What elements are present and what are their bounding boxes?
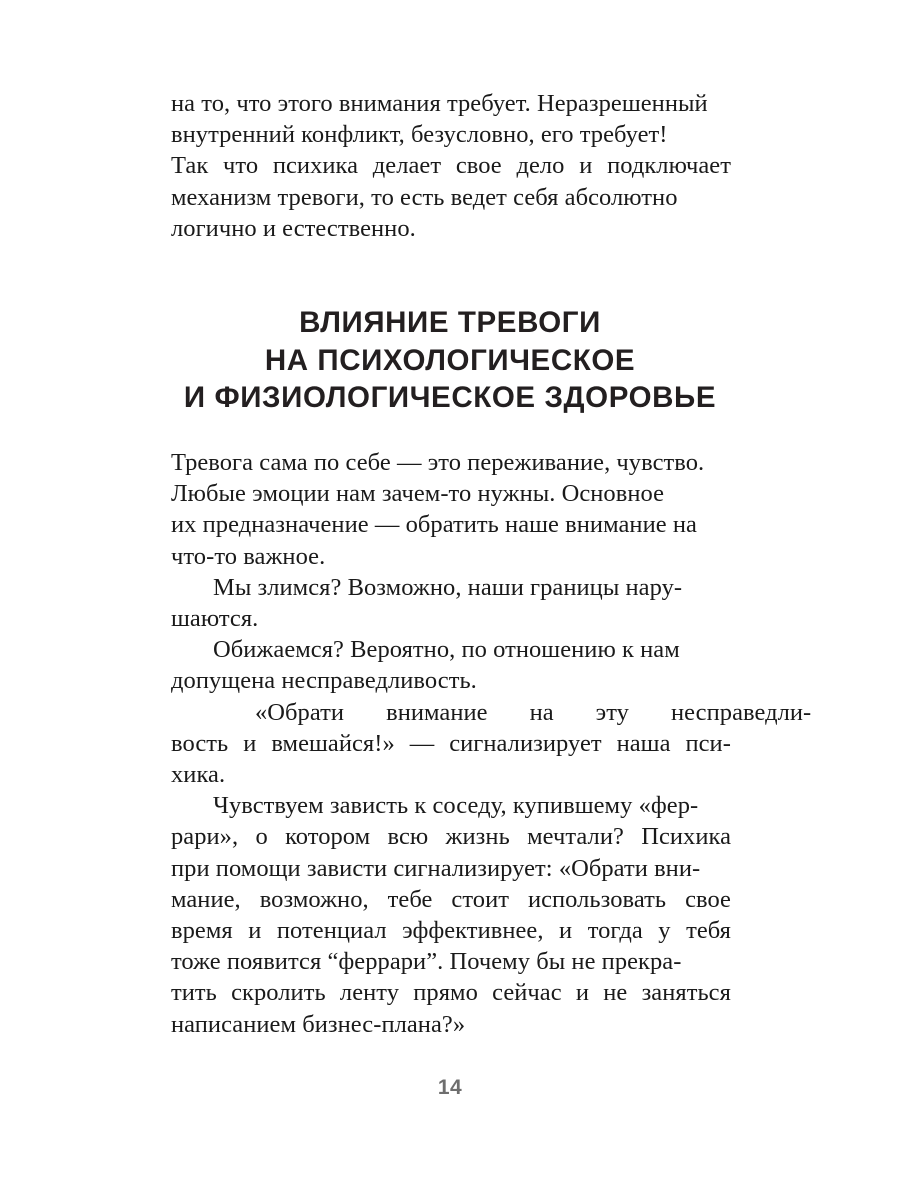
paragraph-p-injustice-signal bbox=[171, 697, 812, 791]
text-line: при помощи зависти сигнализирует: «Обрати вни- bbox=[171, 854, 701, 882]
text-word: внимание bbox=[386, 698, 488, 726]
text-word: Так bbox=[171, 152, 209, 180]
text-line bbox=[171, 977, 731, 1008]
text-word: делает bbox=[372, 152, 442, 180]
text-word: и bbox=[243, 729, 257, 757]
text-word: и bbox=[579, 152, 593, 180]
text-line: Любые эмоции нам зачем-то нужны. Основное bbox=[171, 480, 665, 508]
text-word: эффективнее, bbox=[402, 917, 544, 945]
text-line bbox=[171, 150, 731, 181]
text-word: время bbox=[171, 917, 233, 945]
heading-line-2: НА ПСИХОЛОГИЧЕСКОЕ bbox=[264, 343, 636, 377]
text-word: и bbox=[575, 979, 590, 1007]
text-word: мание, bbox=[171, 885, 241, 913]
heading-line-1: ВЛИЯНИЕ ТРЕВОГИ bbox=[299, 306, 601, 339]
text-word: тебе bbox=[387, 885, 433, 913]
text-word: «Обрати bbox=[255, 698, 345, 726]
text-line: допущена несправедливость. bbox=[171, 667, 477, 695]
text-word: дело bbox=[516, 152, 565, 180]
text-word: сейчас bbox=[492, 979, 562, 1007]
text-word: ленту bbox=[339, 979, 400, 1007]
text-word: скролить bbox=[231, 979, 326, 1007]
text-word: психика bbox=[272, 152, 359, 180]
text-line bbox=[171, 728, 731, 759]
text-word: на bbox=[529, 698, 554, 726]
text-line bbox=[171, 697, 812, 728]
page-number: 14 bbox=[437, 1076, 463, 1099]
text-line: хика. bbox=[171, 761, 226, 789]
text-word: тогда bbox=[587, 917, 643, 945]
text-line: Мы злимся? Возможно, наши границы нару- bbox=[213, 573, 683, 601]
text-word: заняться bbox=[641, 979, 731, 1007]
text-word: жизнь bbox=[445, 823, 510, 851]
text-word: наша bbox=[616, 729, 671, 757]
text-word: потенциал bbox=[276, 917, 387, 945]
text-word: Психика bbox=[641, 823, 731, 851]
text-line: тоже появится “феррари”. Почему бы не прекра- bbox=[171, 948, 682, 976]
text-word: свое bbox=[685, 885, 731, 913]
paragraph-p-anger bbox=[171, 572, 731, 634]
paragraph-p-envy-ferrari bbox=[171, 790, 731, 1040]
text-line: внутренний конфликт, безусловно, его требует! bbox=[171, 121, 668, 149]
text-word: рари», bbox=[171, 823, 239, 851]
text-line bbox=[171, 821, 731, 852]
text-word: вость bbox=[171, 729, 229, 757]
paragraph-p-offence bbox=[171, 634, 731, 696]
text-line: Обижаемся? Вероятно, по отношению к нам bbox=[213, 636, 680, 664]
body-text-block bbox=[171, 447, 812, 1040]
text-word: мечтали? bbox=[527, 823, 624, 851]
text-word: котором bbox=[285, 823, 371, 851]
text-word: свое bbox=[455, 152, 502, 180]
text-line: что-то важное. bbox=[171, 542, 326, 570]
text-word: тебя bbox=[686, 917, 731, 945]
text-word: возможно, bbox=[259, 885, 369, 913]
text-word: вмешайся!» bbox=[271, 729, 395, 757]
text-word: сигнализирует bbox=[449, 729, 602, 757]
text-word: у bbox=[658, 917, 671, 945]
text-word: и bbox=[559, 917, 573, 945]
text-word: несправедли- bbox=[670, 698, 812, 726]
heading-line-3: И ФИЗИОЛОГИЧЕСКОЕ ЗДОРОВЬЕ bbox=[183, 381, 717, 414]
text-line: на то, что этого внимания требует. Неразрешенный bbox=[171, 90, 708, 117]
text-line bbox=[171, 915, 731, 946]
text-line: механизм тревоги, то есть ведет себя абсолютно bbox=[171, 183, 678, 211]
text-word: стоит bbox=[451, 885, 509, 913]
text-word: тить bbox=[171, 979, 217, 1007]
text-word: пси- bbox=[685, 729, 731, 757]
text-line: Чувствуем зависть к соседу, купившему «фер- bbox=[213, 792, 699, 820]
text-line: шаются. bbox=[171, 605, 259, 633]
text-word: что bbox=[223, 152, 259, 180]
paragraph-p-anxiety-feeling bbox=[171, 447, 731, 572]
text-line: логично и естественно. bbox=[171, 214, 416, 242]
text-word: прямо bbox=[413, 979, 478, 1007]
text-line bbox=[171, 884, 731, 915]
text-word: подключает bbox=[607, 152, 731, 180]
paragraph-intro bbox=[171, 88, 731, 244]
section-heading bbox=[0, 304, 900, 417]
text-word: использовать bbox=[527, 885, 667, 913]
text-word: эту bbox=[595, 698, 629, 726]
text-word: о bbox=[255, 823, 268, 851]
intro-paragraph-block bbox=[171, 88, 731, 244]
text-word: — bbox=[409, 729, 435, 757]
text-line: написанием бизнес-плана?» bbox=[171, 1010, 466, 1038]
text-line: Тревога сама по себе — это переживание, чувство. bbox=[171, 449, 705, 476]
text-line: их предназначение — обратить наше внимание на bbox=[171, 511, 697, 539]
text-word: не bbox=[603, 979, 628, 1007]
text-word: и bbox=[248, 917, 262, 945]
text-word: всю bbox=[387, 823, 429, 851]
